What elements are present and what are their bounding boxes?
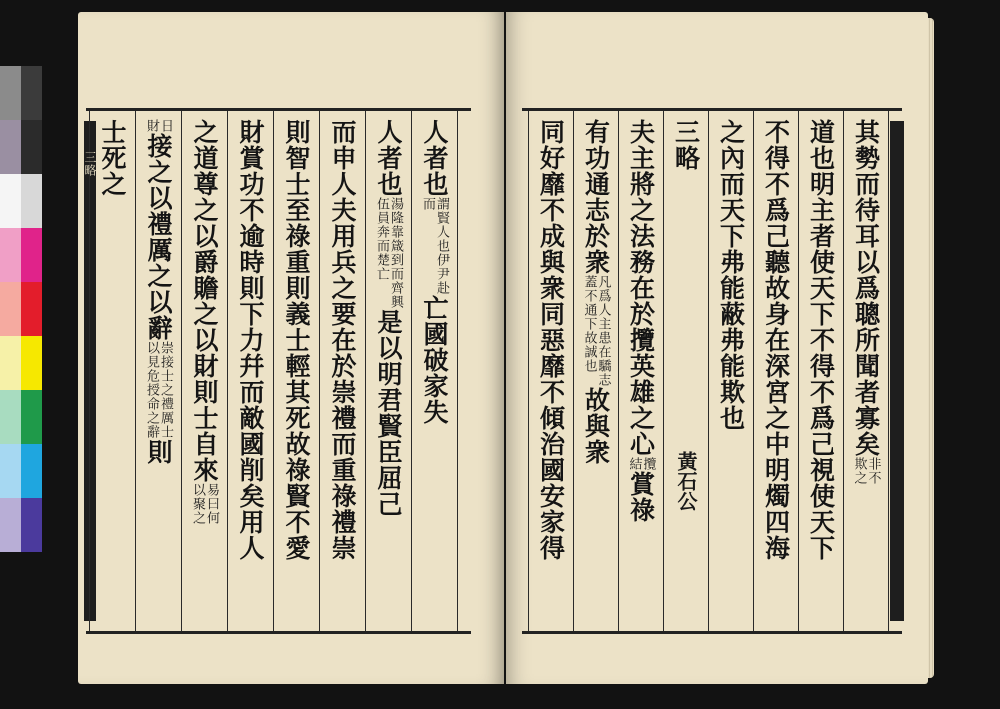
color-swatch bbox=[0, 120, 21, 174]
color-swatch bbox=[0, 228, 21, 282]
color-swatch bbox=[21, 498, 42, 552]
main-text: 故與衆 bbox=[581, 387, 611, 465]
annotation-line: 崇接士之禮厲士 bbox=[158, 341, 173, 439]
main-text: 財賞功不逾時則下力幷而敵國削矣用人 bbox=[236, 119, 265, 561]
main-text: 賞祿 bbox=[626, 471, 656, 523]
column-rule bbox=[843, 111, 844, 631]
color-swatch bbox=[0, 390, 21, 444]
main-text: 則 bbox=[144, 439, 173, 465]
annotation bbox=[190, 483, 218, 525]
text-column bbox=[229, 119, 271, 625]
text-column bbox=[800, 119, 841, 625]
text-column bbox=[413, 119, 455, 625]
text-column bbox=[755, 119, 796, 625]
column-rule bbox=[663, 111, 664, 631]
annotation-line: 以聚之 bbox=[190, 483, 205, 525]
column-rule bbox=[319, 111, 320, 631]
right-page bbox=[506, 12, 928, 684]
main-text: 之道尊之以爵贍之以財則士自來 bbox=[190, 119, 219, 483]
color-swatch-row bbox=[0, 66, 42, 120]
main-text: 不得不爲己聽故身在深宮之中明燭四海 bbox=[761, 119, 791, 561]
text-column bbox=[367, 119, 409, 625]
annotation-line: 謂賢人也伊尹赴 bbox=[434, 197, 449, 295]
text-column bbox=[137, 119, 179, 625]
column-rule bbox=[365, 111, 366, 631]
main-text: 是以明君賢臣屈己 bbox=[374, 309, 403, 517]
text-column bbox=[845, 119, 886, 625]
column-rule bbox=[227, 111, 228, 631]
color-swatch bbox=[0, 174, 21, 228]
color-swatch bbox=[0, 66, 21, 120]
main-text: 士死之 bbox=[98, 119, 127, 197]
annotation-line: 湯隆靠箴到而齊興 bbox=[388, 197, 403, 309]
color-swatch bbox=[21, 282, 42, 336]
text-column bbox=[321, 119, 363, 625]
main-text: 夫主將之法務在於攬英雄之心 bbox=[626, 119, 656, 457]
text-column bbox=[710, 119, 751, 625]
main-text: 人者也 bbox=[420, 119, 449, 197]
annotation-line: 以見危授命之辭 bbox=[144, 341, 159, 439]
main-text: 則智士至祿重則義士輕其死故祿賢不愛 bbox=[282, 119, 311, 561]
annotation-line: 欺之 bbox=[851, 457, 867, 485]
text-column bbox=[530, 119, 571, 625]
color-swatch bbox=[21, 444, 42, 498]
color-swatch bbox=[21, 174, 42, 228]
column-rule bbox=[798, 111, 799, 631]
color-swatch bbox=[0, 498, 21, 552]
color-swatch-row bbox=[0, 390, 42, 444]
color-swatch bbox=[0, 282, 21, 336]
text-column bbox=[575, 119, 616, 625]
column-rule bbox=[573, 111, 574, 631]
annotation bbox=[627, 457, 655, 471]
left-page bbox=[78, 12, 504, 684]
column-rule bbox=[89, 111, 90, 631]
annotation bbox=[374, 197, 402, 309]
main-text: 而申人夫用兵之要在於崇禮而重祿禮崇 bbox=[328, 119, 357, 561]
author-name: 黃石公 bbox=[674, 451, 698, 511]
annotation-line: 伍員奔而楚亡 bbox=[374, 197, 389, 281]
color-swatch-row bbox=[0, 282, 42, 336]
annotation-line: 財 bbox=[144, 119, 159, 133]
annotation-line: 日 bbox=[158, 119, 173, 133]
margin-title: 三略 bbox=[83, 151, 97, 177]
color-swatch-row bbox=[0, 444, 42, 498]
column-rule bbox=[528, 111, 529, 631]
main-text: 三略 bbox=[671, 119, 701, 171]
main-text: 人者也 bbox=[374, 119, 403, 197]
column-rule bbox=[753, 111, 754, 631]
color-calibration-card bbox=[0, 66, 42, 552]
text-column bbox=[665, 119, 706, 625]
column-rule bbox=[457, 111, 458, 631]
column-rule bbox=[181, 111, 182, 631]
main-text: 有功通志於衆 bbox=[581, 119, 611, 275]
text-column bbox=[275, 119, 317, 625]
main-text: 其勢而待耳以爲聰所聞者寡矣 bbox=[851, 119, 881, 457]
left-text-frame bbox=[83, 108, 471, 634]
color-swatch-row bbox=[0, 336, 42, 390]
text-column bbox=[183, 119, 225, 625]
open-book bbox=[78, 12, 938, 692]
color-swatch-row bbox=[0, 174, 42, 228]
color-swatch-row bbox=[0, 498, 42, 552]
color-swatch bbox=[21, 390, 42, 444]
right-text-frame bbox=[522, 108, 902, 634]
column-rule bbox=[888, 111, 889, 631]
annotation-line: 結 bbox=[626, 457, 642, 471]
main-text: 道也明主者使天下不得不爲己視使天下 bbox=[806, 119, 836, 561]
color-swatch bbox=[21, 66, 42, 120]
annotation bbox=[852, 457, 880, 485]
annotation bbox=[144, 341, 172, 439]
annotation-line: 蓋不通下故誠也 bbox=[581, 275, 597, 373]
annotation-line: 易曰何 bbox=[204, 483, 219, 525]
main-text: 接之以禮厲之以辭 bbox=[144, 133, 173, 341]
column-rule bbox=[411, 111, 412, 631]
annotation bbox=[582, 275, 610, 387]
annotation bbox=[420, 197, 448, 295]
text-column bbox=[91, 119, 133, 625]
color-swatch bbox=[21, 336, 42, 390]
column-rule bbox=[708, 111, 709, 631]
annotation bbox=[144, 119, 172, 133]
column-rule bbox=[135, 111, 136, 631]
main-text: 之內而天下弗能蔽弗能欺也 bbox=[716, 119, 746, 431]
color-swatch bbox=[0, 444, 21, 498]
color-swatch-row bbox=[0, 228, 42, 282]
main-text: 亡國破家失 bbox=[420, 295, 449, 425]
color-swatch bbox=[21, 120, 42, 174]
main-text: 同好靡不成與衆同惡靡不傾治國安家得 bbox=[536, 119, 566, 561]
annotation-line: 凡爲人主患在驕志 bbox=[595, 275, 611, 387]
color-swatch-row bbox=[0, 120, 42, 174]
annotation-line: 而 bbox=[420, 197, 435, 211]
annotation-line: 非不 bbox=[865, 457, 881, 485]
column-rule bbox=[618, 111, 619, 631]
column-rule bbox=[273, 111, 274, 631]
annotation-line: 攬 bbox=[640, 457, 656, 471]
text-column bbox=[620, 119, 661, 625]
color-swatch bbox=[21, 228, 42, 282]
right-margin-band bbox=[890, 121, 904, 621]
color-swatch bbox=[0, 336, 21, 390]
